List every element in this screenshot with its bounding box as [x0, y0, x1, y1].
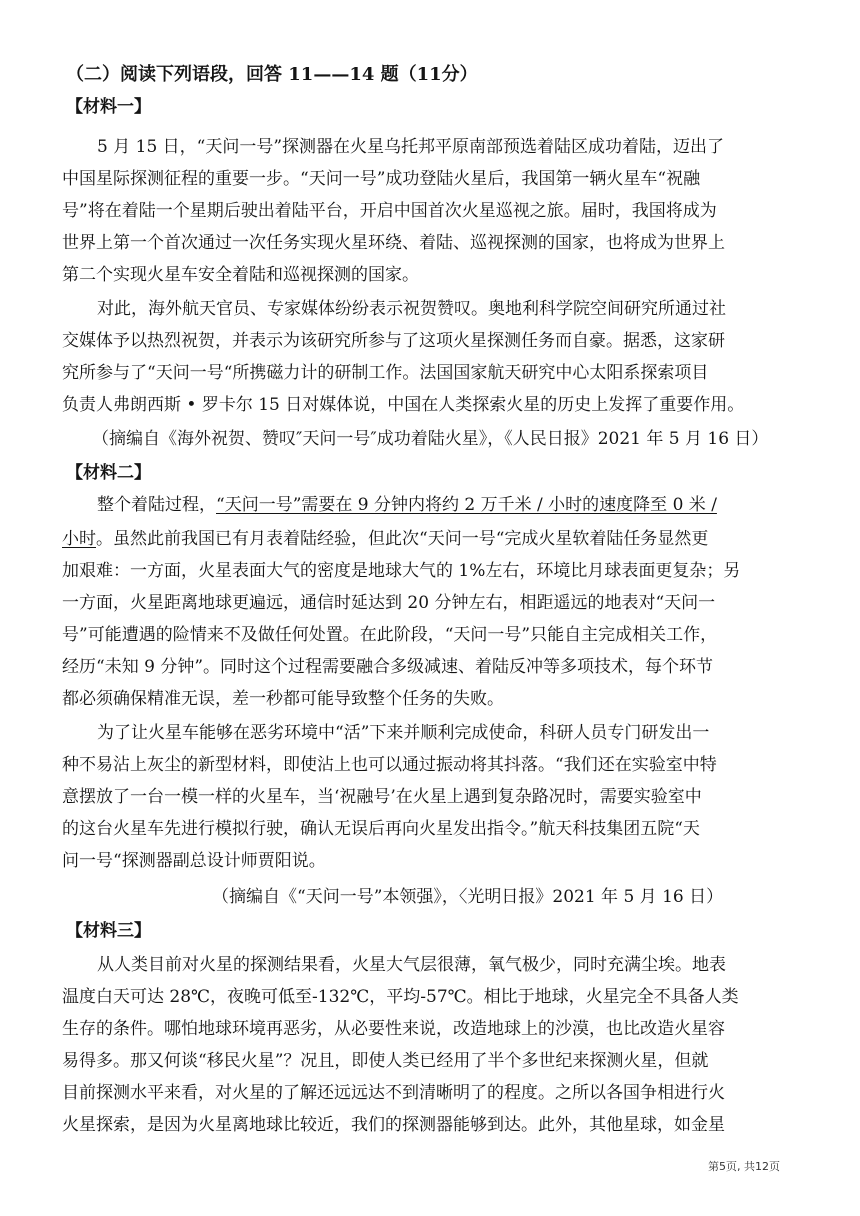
paragraph-line: 交媒体予以热烈祝贺，并表示为该研究所参与了这项火星探测任务而自豪。据悉，这家研: [62, 331, 725, 351]
paragraph-line: 种不易沾上灰尘的新型材料，即使沾上也可以通过振动将其抖落。“我们还在实验室中特: [62, 755, 717, 775]
section-heading: （二）阅读下列语段，回答 11——14 题（11分）: [66, 64, 478, 85]
paragraph-line: 目前探测水平来看，对火星的了解还远远达不到清晰明了的程度。之所以各国争相进行火: [62, 1083, 725, 1103]
paragraph-line: 负责人弗朗西斯 • 罗卡尔 15 日对媒体说，中国在人类探索火星的历史上发挥了重要作用。: [62, 395, 745, 415]
paragraph-line: 加艰难：一方面，火星表面大气的密度是地球大气的 1%左右，环境比月球表面更复杂；另: [62, 561, 741, 581]
page-number: 第5页, 共12页: [708, 1160, 780, 1173]
material-two-label: 【材料二】: [66, 463, 151, 483]
paragraph-line: [97, 494, 717, 516]
paragraph-line: [62, 528, 708, 550]
material-one-label: 【材料一】: [66, 97, 151, 117]
paragraph-line: 易得多。那又何谈“移民火星”？况且，即使人类已经用了半个多世纪来探测火星，但就: [62, 1051, 709, 1071]
paragraph-line: 第二个实现火星车安全着陆和巡视探测的国家。: [62, 265, 419, 285]
paragraph-line: 生存的条件。哪怕地球环境再恶劣，从必要性来说，改造地球上的沙漠，也比改造火星容: [62, 1019, 725, 1039]
paragraph-line: 问一号“探测器副总设计师贾阳说。: [62, 851, 326, 871]
paragraph-line: 一方面，火星距离地球更遍远，通信时延达到 20 分钟左右，相距遥远的地表对“天问一: [62, 593, 716, 613]
paragraph-line: 对此，海外航天官员、专家媒体纷纷表示祝贺赞叹。奥地利科学院空间研究所通过社: [97, 299, 726, 319]
plain-text: 整个着陆过程，: [97, 495, 216, 515]
paragraph-line: 火星探索，是因为火星离地球比较近，我们的探测器能够到达。此外，其他星球，如金星: [62, 1115, 725, 1135]
paragraph-line: 意摆放了一台一模一样的火星车，当‘祝融号’在火星上遇到复杂路况时，需要实验室中: [62, 787, 702, 807]
source-citation: （摘编自《海外祝贺、赞叹″天问一号″成功着陆火星》，《人民日报》2021 年 5 月 16 日）: [92, 429, 769, 449]
paragraph-line: 为了让火星车能够在恶劣环境中“活”下来并顺利完成使命，科研人员专门研发出一: [97, 723, 710, 743]
underlined-text: “天问一号”需要在 9 分钟内将约 2 万千米 / 小时的速度降至 0 米 /: [216, 495, 717, 515]
paragraph-line: 经历“未知 9 分钟”。同时这个过程需要融合多级减速、着陆反冲等多项技术，每个环节: [62, 657, 714, 677]
paragraph-line: 究所参与了“天问一号“所携磁力计的研制工作。法国国家航天研究中心太阳系探索项目: [62, 363, 709, 383]
paragraph-line: 号”将在着陆一个星期后驶出着陆平台，开启中国首次火星巡视之旅。届时，我国将成为: [62, 201, 717, 221]
paragraph-line: 中国星际探测征程的重要一步。“天问一号”成功登陆火星后，我国第一辆火星车“祝融: [62, 169, 701, 189]
paragraph-line: 世界上第一个首次通过一次任务实现火星环绕、着陆、巡视探测的国家，也将成为世界上: [62, 233, 725, 253]
paragraph-line: 温度白天可达 28℃，夜晚可低至-132℃，平均-57℃。相比于地球，火星完全不具备人类: [62, 987, 739, 1007]
paragraph-line: 号”可能遭遇的险情来不及做任何处置。在此阶段，“天问一号”只能自主完成相关工作，: [62, 625, 718, 645]
underlined-text: 小时: [62, 529, 96, 549]
paragraph-line: 5 月 15 日，“天问一号”探测器在火星乌托邦平原南部预选着陆区成功着陆，迈出了: [97, 137, 725, 157]
source-citation: （摘编自《“天问一号”本领强》，〈光明日报》2021 年 5 月 16 日）: [212, 887, 724, 907]
paragraph-line: 从人类目前对火星的探测结果看，火星大气层很薄，氧气极少，同时充满尘埃。地表: [97, 955, 726, 975]
paragraph-line: 的这台火星车先进行模拟行驶，确认无误后再向火星发出指令。”航天科技集团五院“天: [62, 819, 700, 839]
paragraph-line: 都必须确保精准无误，差一秒都可能导致整个任务的失败。: [62, 689, 504, 709]
plain-text: 。虽然此前我国已有月表着陆经验，但此次“天问一号“完成火星软着陆任务显然更: [96, 529, 709, 549]
material-three-label: 【材料三】: [66, 921, 151, 941]
